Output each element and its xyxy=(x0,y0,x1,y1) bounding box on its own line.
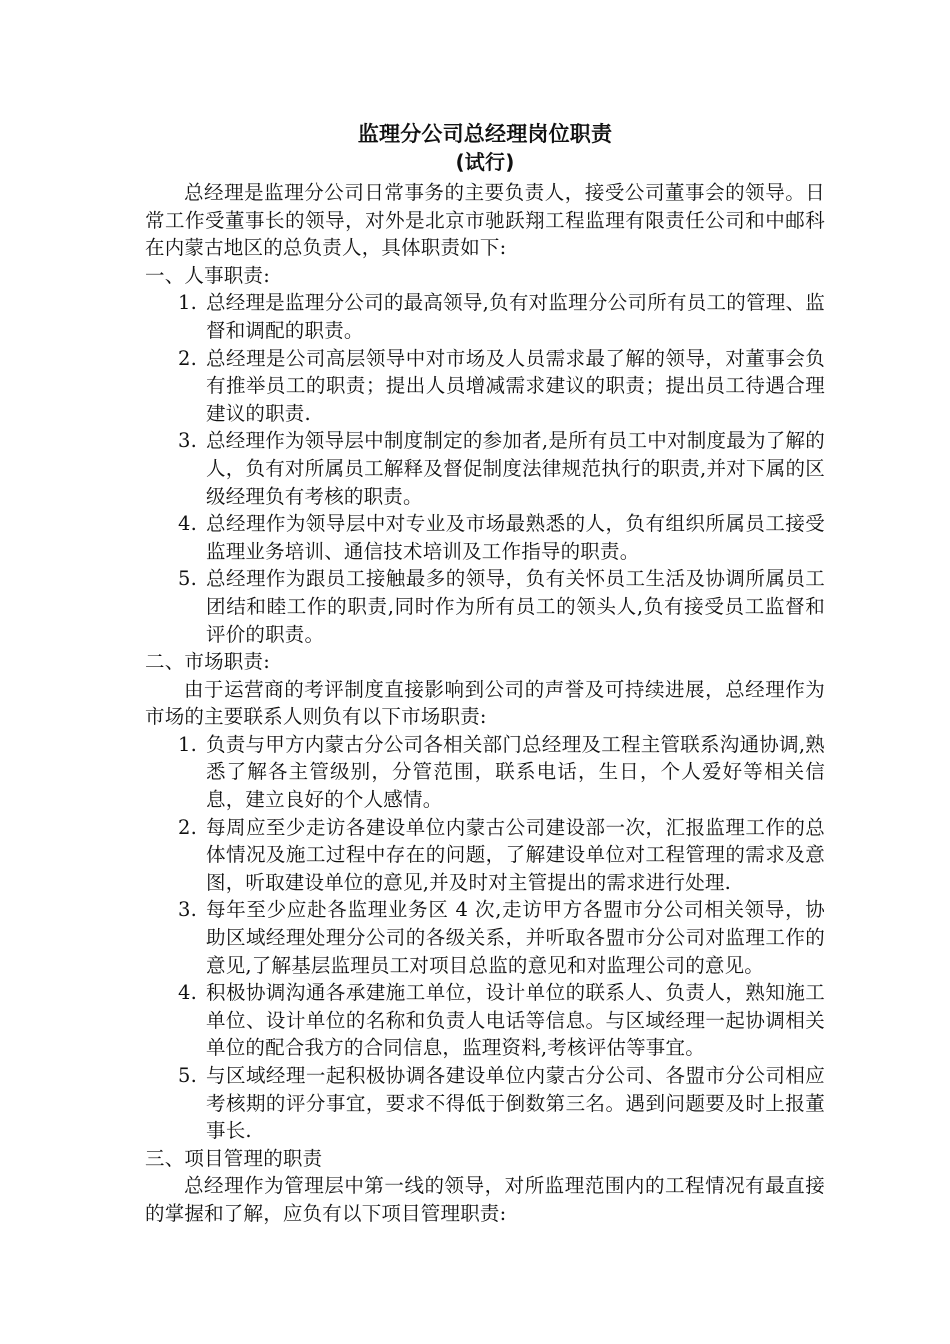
item-text: 总经理是监理分公司的最高领导,负有对监理分公司所有员工的管理、监督和调配的职责。 xyxy=(206,291,825,342)
intro-paragraph: 总经理是监理分公司日常事务的主要负责人，接受公司董事会的领导。日常工作受董事长的领导，对外是北京市驰跃翔工程监理有限责任公司和中邮科在内蒙古地区的总负责人，具体职责如下: xyxy=(145,181,825,260)
item-number: 4. xyxy=(178,981,198,1005)
document-title: 监理分公司总经理岗位职责 xyxy=(357,122,613,146)
personnel-duties-list xyxy=(145,289,825,648)
item-text: 总经理作为领导层中制度制定的参加者,是所有员工中对制度最为了解的人，负有对所属员工解释及督促制度法律规范执行的职责,并对下属的区级经理负有考核的职责。 xyxy=(206,429,825,508)
item-number: 3. xyxy=(178,898,198,922)
item-number: 2. xyxy=(178,346,198,370)
list-item xyxy=(145,510,825,565)
item-text: 与区域经理一起积极协调各建设单位内蒙古分公司、各盟市分公司相应考核期的评分事宜，要求不得低于倒数第三名。遇到问题要及时上报董事长. xyxy=(206,1064,825,1143)
list-item xyxy=(145,565,825,648)
project-management-intro-paragraph: 总经理作为管理层中第一线的领导，对所监理范围内的工程情况有最直接的掌握和了解，应负有以下项目管理职责: xyxy=(145,1174,825,1225)
section-heading-personnel: 一、人事职责: xyxy=(145,263,270,287)
item-number: 4. xyxy=(178,512,198,536)
item-text: 总经理作为跟员工接触最多的领导，负有关怀员工生活及协调所属员工团结和睦工作的职责,同时作为所有员工的领头人,负有接受员工监督和评价的职责。 xyxy=(206,567,825,646)
list-item xyxy=(145,979,825,1062)
item-number: 1. xyxy=(178,732,198,756)
item-number: 2. xyxy=(178,815,198,839)
list-item xyxy=(145,427,825,510)
item-text: 每年至少应赴各监理业务区 4 次,走访甲方各盟市分公司相关领导，协助区域经理处理分公司的各级关系，并听取各盟市分公司对监理工作的意见,了解基层监理员工对项目总监的意见和对监理公司的意见。 xyxy=(206,898,825,977)
item-text: 积极协调沟通各承建施工单位，设计单位的联系人、负责人，熟知施工单位、设计单位的名称和负责人电话等信息。与区域经理一起协调相关单位的配合我方的合同信息，监理资料,考核评估等事宜。 xyxy=(206,981,825,1060)
list-item xyxy=(145,1062,825,1145)
item-text: 负责与甲方内蒙古分公司各相关部门总经理及工程主管联系沟通协调,熟悉了解各主管级别，分管范围，联系电话，生日，个人爱好等相关信息，建立良好的个人感情。 xyxy=(206,732,825,812)
item-text: 每周应至少走访各建设单位内蒙古公司建设部一次，汇报监理工作的总体情况及施工过程中存在的问题，了解建设单位对工程管理的需求及意图，听取建设单位的意见,并及时对主管提出的需求进行处理. xyxy=(206,815,825,894)
market-intro-paragraph: 由于运营商的考评制度直接影响到公司的声誉及可持续进展，总经理作为市场的主要联系人则负有以下市场职责: xyxy=(145,677,825,729)
section-heading-market: 二、市场职责: xyxy=(145,650,270,674)
market-duties-list xyxy=(145,731,825,1145)
document-subtitle: (试行) xyxy=(455,150,515,174)
item-number: 5. xyxy=(178,567,198,591)
item-number: 5. xyxy=(178,1064,198,1087)
document-body xyxy=(145,120,825,1228)
list-item xyxy=(145,731,825,814)
list-item xyxy=(145,814,825,897)
section-heading-project-management: 三、项目管理的职责 xyxy=(145,1146,323,1170)
list-item xyxy=(145,896,825,979)
item-number: 1. xyxy=(178,291,198,315)
item-number: 3. xyxy=(178,429,198,453)
list-item xyxy=(145,289,825,344)
list-item xyxy=(145,345,825,428)
item-text: 总经理是公司高层领导中对市场及人员需求最了解的领导，对董事会负有推举员工的职责；提出人员增减需求建议的职责；提出员工待遇合理建议的职责. xyxy=(206,346,825,425)
item-text: 总经理作为领导层中对专业及市场最熟悉的人，负有组织所属员工接受监理业务培训、通信技术培训及工作指导的职责。 xyxy=(206,512,825,563)
